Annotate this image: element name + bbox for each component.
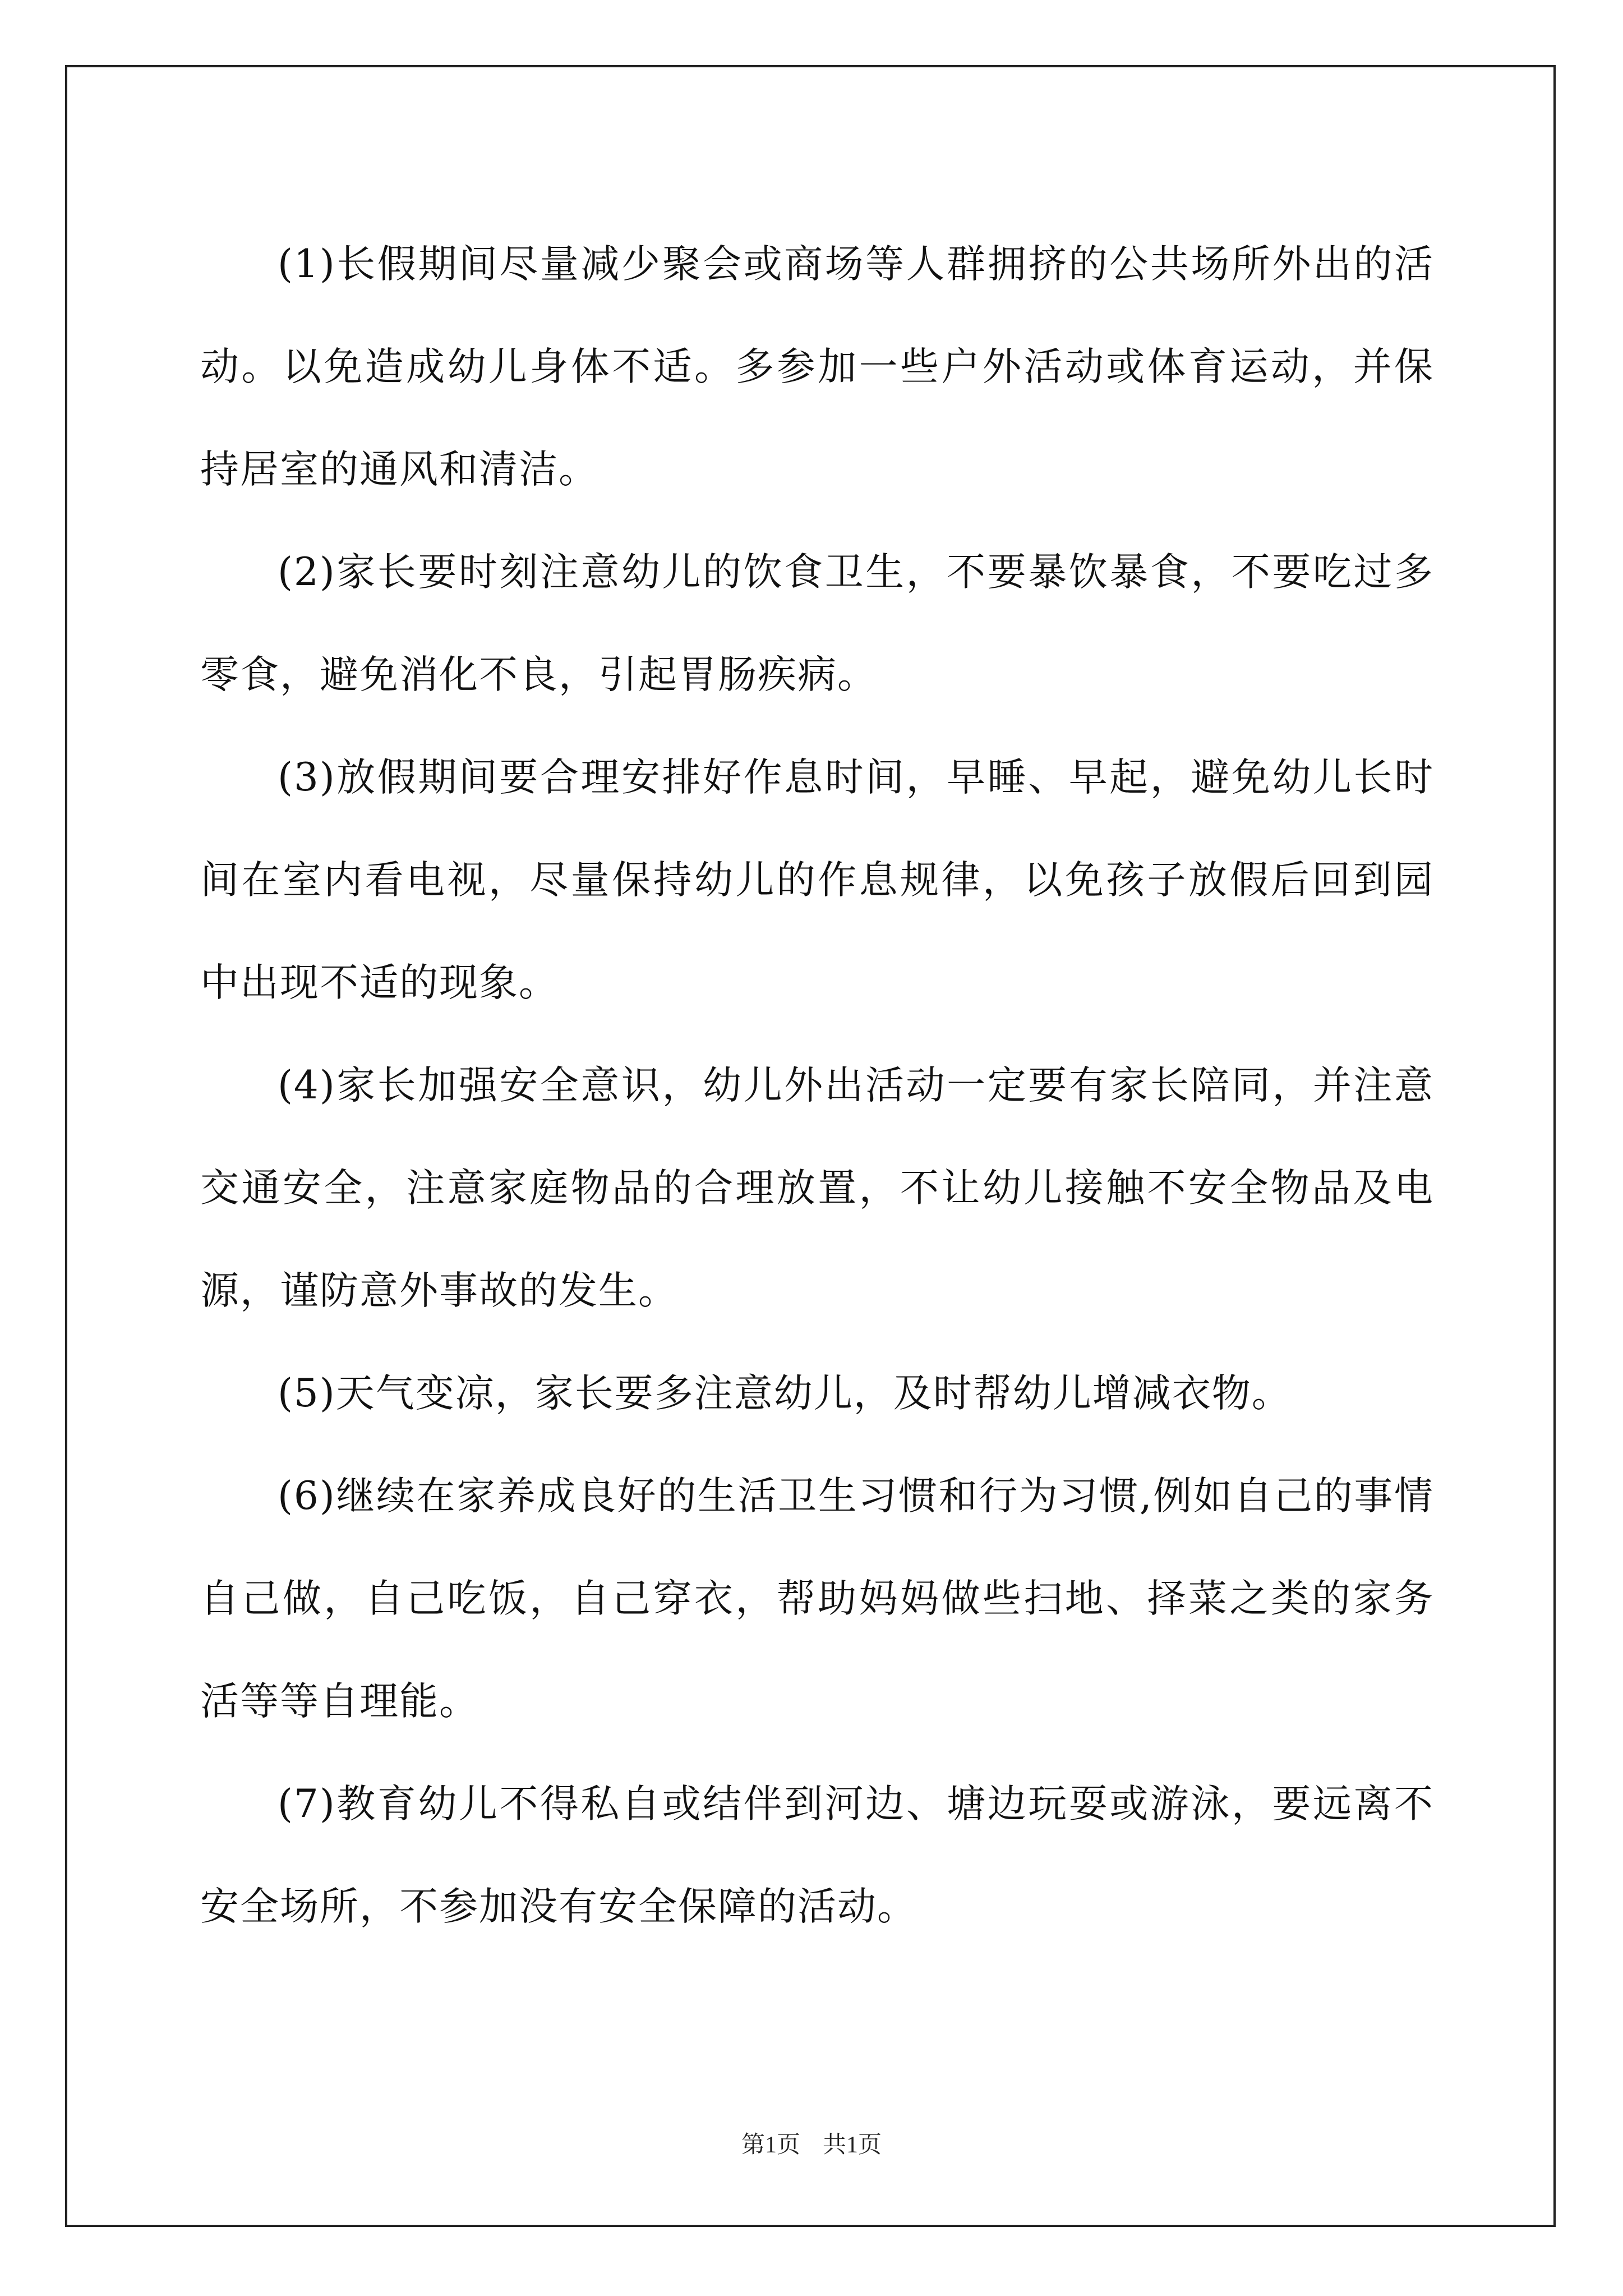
paragraph-3: (3)放假期间要合理安排好作息时间，早睡、早起，避免幼儿长时间在室内看电视，尽量保持幼儿的作息规律，以免孩子放假后回到园中出现不适的现象。 [200, 755, 1434, 1005]
paragraph-5: (5)天气变凉，家长要多注意幼儿，及时帮幼儿增减衣物。 [278, 1371, 1292, 1416]
page-footer [0, 2126, 1623, 2160]
page-number-current: 第1页 [741, 2132, 800, 2158]
paragraph-6: (6)继续在家养成良好的生活卫生习惯和行为习惯,例如自己的事情自己做，自己吃饭，自己穿衣，帮助妈妈做些扫地、择菜之类的家务活等等自理能。 [200, 1474, 1434, 1724]
paragraph-1: (1)长假期间尽量减少聚会或商场等人群拥挤的公共场所外出的活动。以免造成幼儿身体不适。多参加一些户外活动或体育运动，并保持居室的通风和清洁。 [200, 242, 1434, 492]
page-number-total: 共1页 [823, 2132, 882, 2158]
paragraph-2: (2)家长要时刻注意幼儿的饮食卫生，不要暴饮暴食，不要吃过多零食，避免消化不良，引起胃肠疾病。 [200, 550, 1434, 697]
paragraph-4: (4)家长加强安全意识，幼儿外出活动一定要有家长陪同，并注意交通安全，注意家庭物品的合理放置，不让幼儿接触不安全物品及电源，谨防意外事故的发生。 [200, 1063, 1434, 1313]
paragraph-7: (7)教育幼儿不得私自或结伴到河边、塘边玩耍或游泳，要远离不安全场所，不参加没有安全保障的活动。 [200, 1782, 1434, 1929]
document-body [200, 213, 1434, 1958]
